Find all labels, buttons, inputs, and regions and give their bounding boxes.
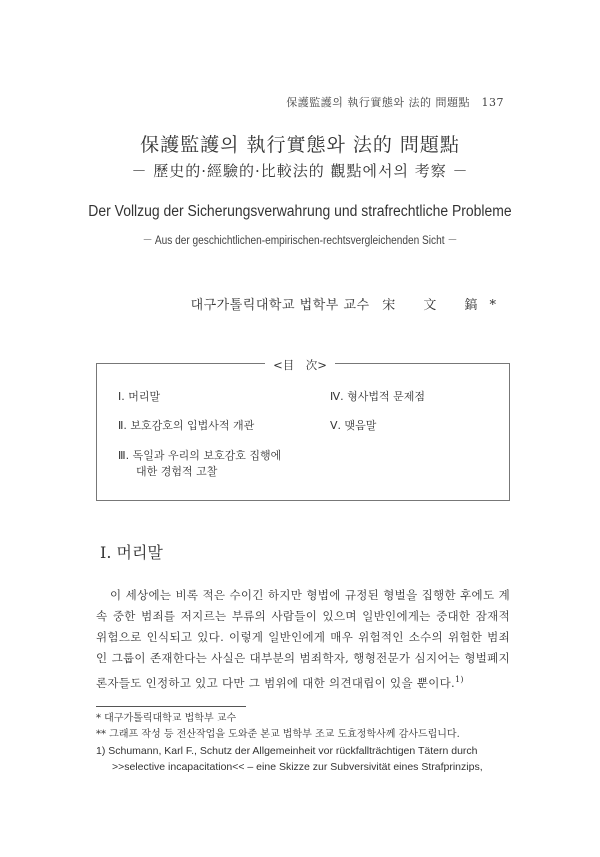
toc-item-4[interactable]: Ⅳ. 형사법적 문제점: [330, 390, 426, 403]
toc-item-2[interactable]: Ⅱ. 보호감호의 입법사적 개관: [118, 419, 255, 432]
toc-item-1[interactable]: Ⅰ. 머리말: [118, 390, 161, 403]
footnote-1-line-1: 1) Schumann, Karl F., Schutz der Allgemeinheit vor rückfallträchtigen Tätern durch: [96, 745, 478, 757]
footnote-1-line-2: >>selective incapacitation<< – eine Skizze zur Subversivität eines Strafprinzips,: [112, 761, 483, 773]
toc-item-3[interactable]: Ⅲ. 독일과 우리의 보호감호 집행에: [118, 449, 282, 462]
korean-title: 保護監護의 執行實態와 法的 問題點: [140, 134, 460, 156]
footnote-ref-1[interactable]: 1): [455, 675, 464, 684]
toc-item-3-cont[interactable]: 대한 경험적 고찰: [136, 465, 218, 478]
running-head: 保護監護의 執行實態와 法的 問題點 137: [286, 96, 504, 109]
footnote-divider: [96, 706, 246, 707]
korean-subtitle: － 歷史的·經驗的·比較法的 觀點에서의 考察 －: [131, 162, 469, 180]
footnote-acknowledgement: ** 그래프 작성 등 전산작업을 도와준 본교 법학부 조교 도효정학사께 감사드립니다.: [96, 729, 460, 740]
toc-title: [0, 354, 600, 373]
german-title: Der Vollzug der Sicherungsverwahrung und strafrechtliche Probleme: [88, 203, 512, 220]
german-subtitle: － Aus der geschichtlichen-empirischen-rechtsvergleichenden Sicht －: [142, 235, 458, 247]
author-line: [191, 294, 508, 313]
body-paragraph: [96, 585, 510, 694]
toc-title-label: <目 次>: [265, 358, 335, 372]
author-name: 宋 文 鎬*: [382, 298, 508, 313]
paragraph-text: 이 세상에는 비록 적은 수이긴 하지만 형법에 규정된 형벌을 집행한 후에도 계속 중한 범죄를 저지르는 부류의 사람들이 있으며 일반인에게는 중대한 잠재적 위험으로 인식되고 있다. 이렇게 일반인에게 매우 위험적인 소수의 위험한 범죄인 그룹이 존재한다는 사실은 대부분의 범죄학자, 행형전문가 심지어는 형벌폐지론자들도 인정하고 있고 다만 그 범위에 대한 의견대립이 있을 뿐이다.: [96, 588, 510, 690]
section-heading: Ⅰ. 머리말: [100, 543, 163, 562]
toc-item-5[interactable]: Ⅴ. 맺음말: [330, 419, 377, 432]
author-affiliation: 대구가톨릭대학교 법학부 교수: [190, 298, 370, 313]
footnote-author: * 대구가톨릭대학교 법학부 교수: [96, 713, 237, 724]
